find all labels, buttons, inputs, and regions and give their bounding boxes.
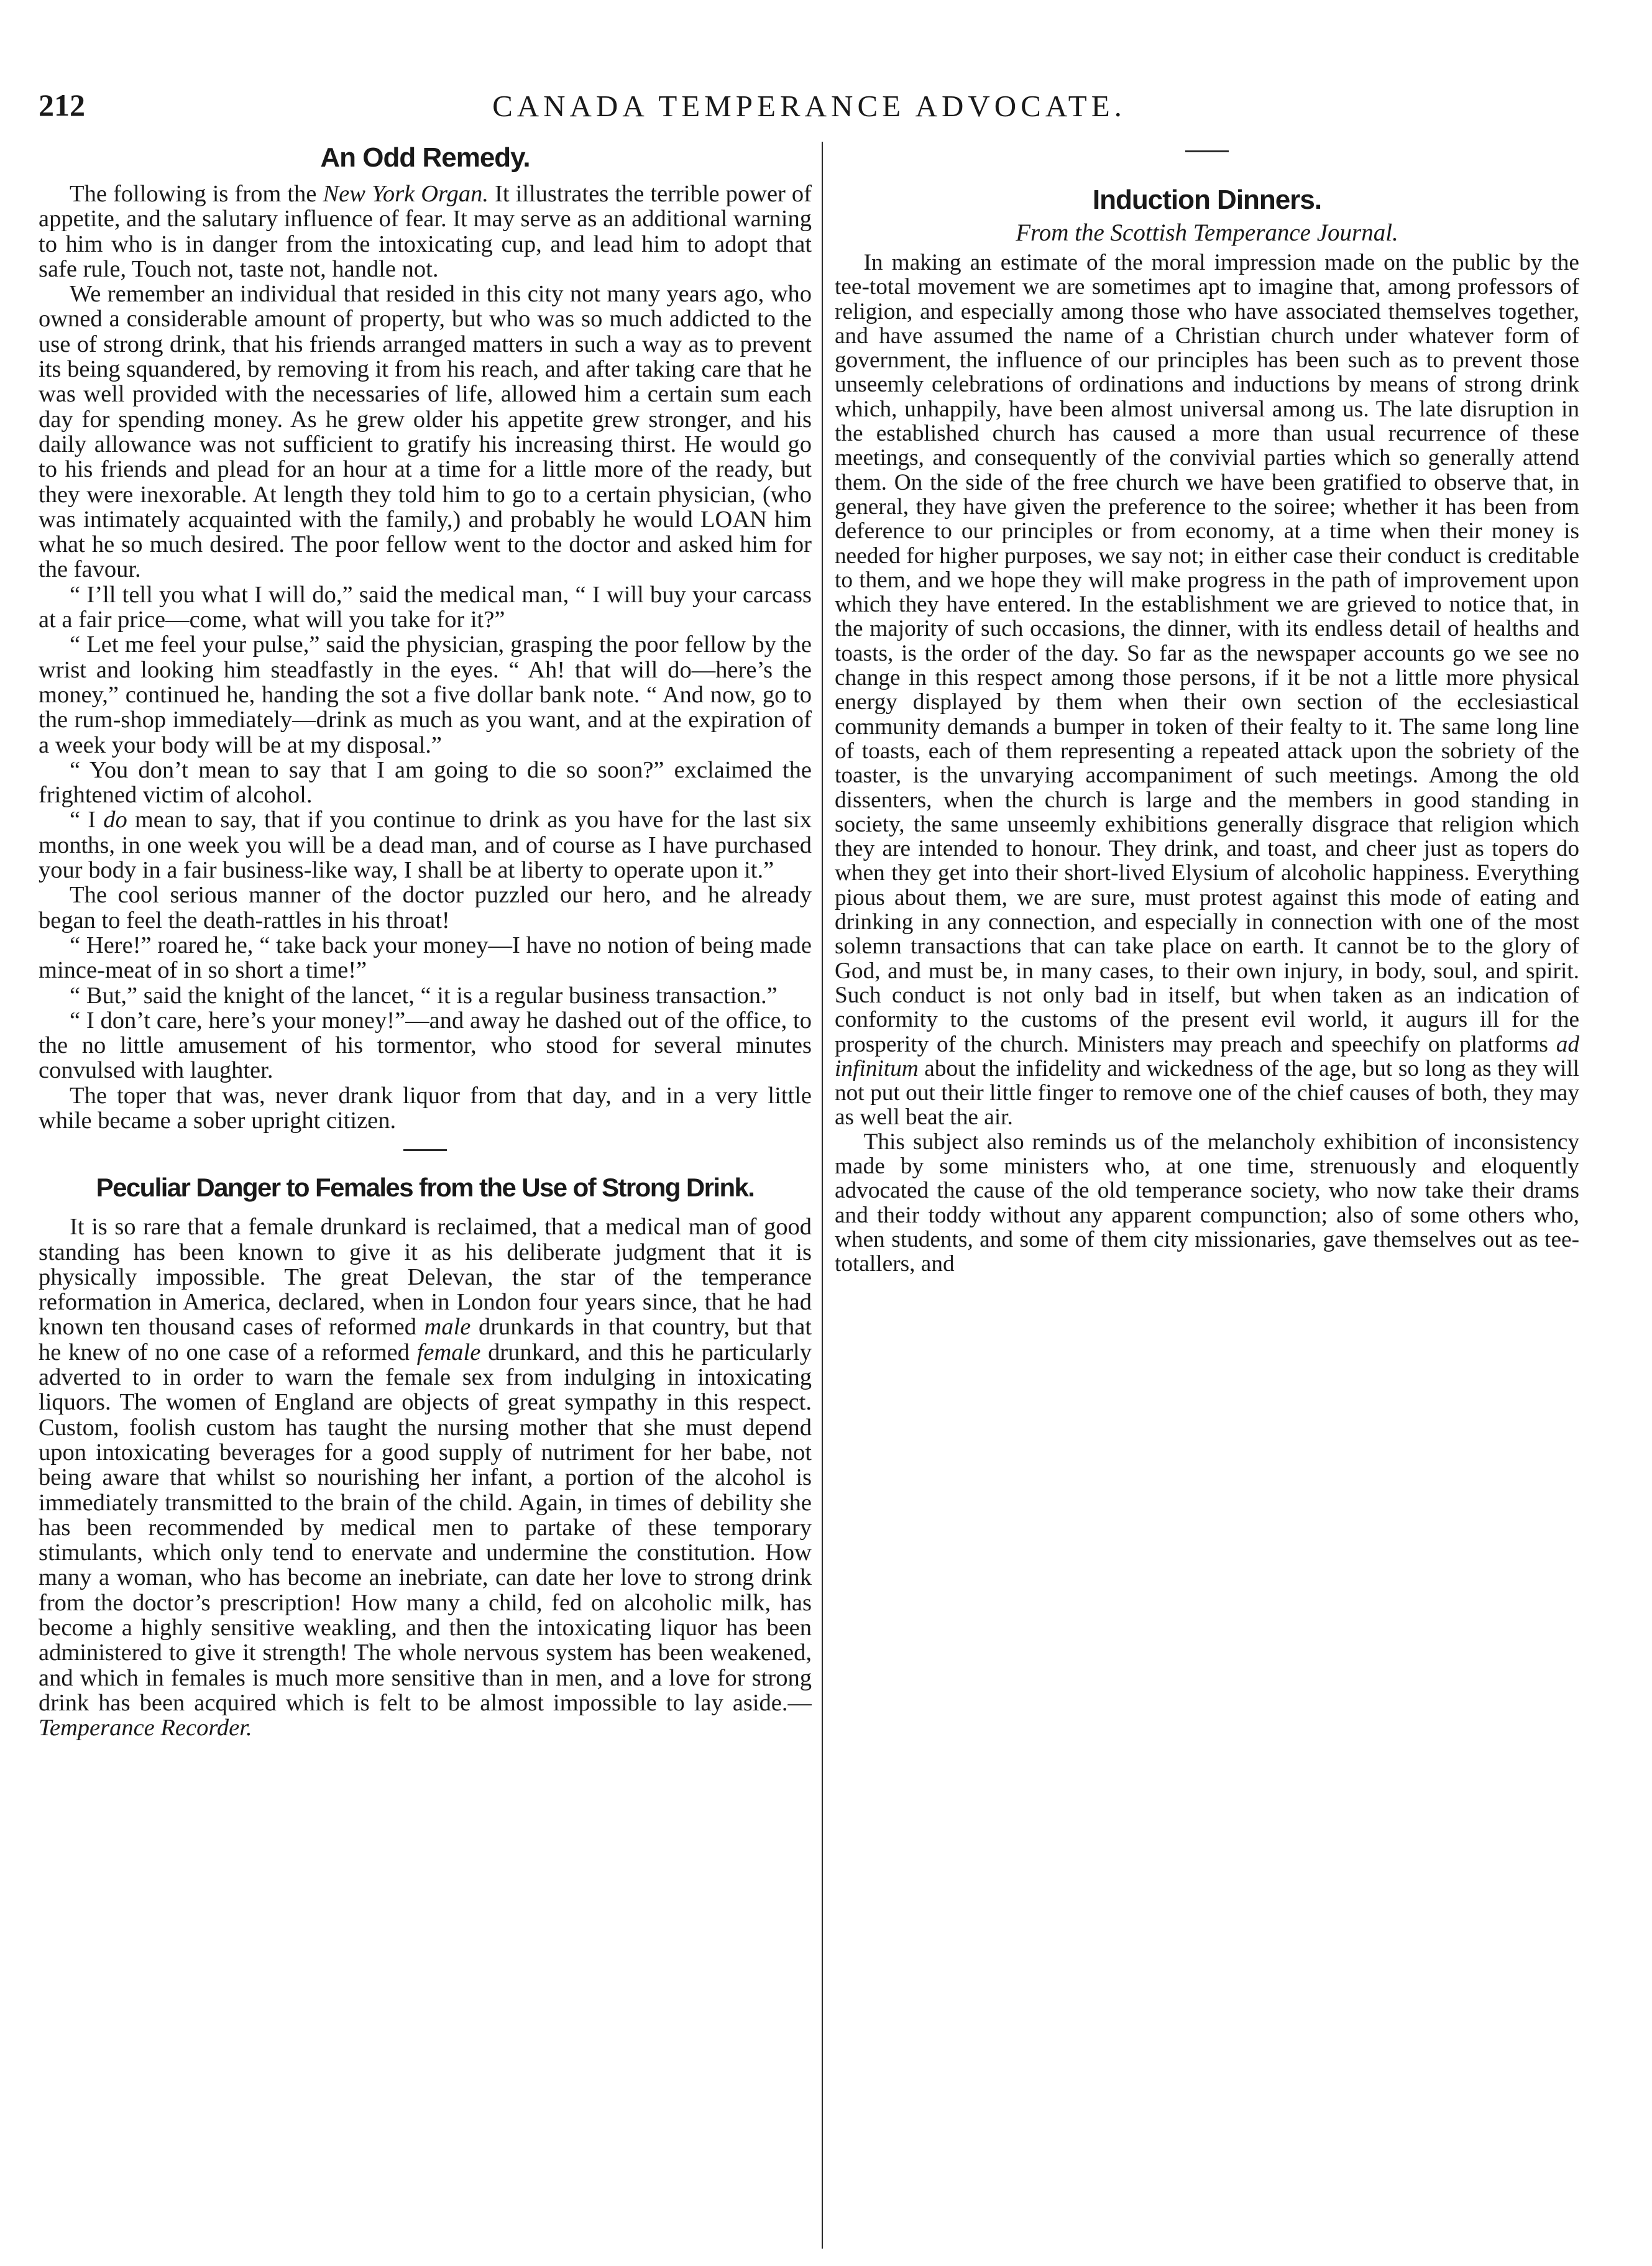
source-credit: Temperance Recorder.	[39, 1715, 252, 1741]
article-paragraph: The following is from the New York Organ. It illustrates the terrible power of appetite, and the salutary influence of fear. It may serve as an additional warning to him who is in danger from the intoxicating cup, and lead him to adopt that safe rule, Touch not, taste not, handle not.	[39, 181, 812, 282]
article-source-line: From the Scottish Temperance Journal.	[1016, 219, 1398, 246]
article-paragraph: “ I don’t care, here’s your money!”—and away he dashed out of the office, to the no little amusement of his tormentor, who stood for several minutes convulsed with laughter.	[39, 1007, 812, 1084]
article-paragraph-continued: It is so rare that a female drunkard is reclaimed, that a medical man of good standing has been known to give it as his deliberate judgment that it is physically impossible. The great Delevan, the star of the temperance reformation in America, declared, when in London four years since, that he had known ten thousand cases of reformed male drunkards in that country, but that he knew of no one case of a reformed female drunkard, and this he particularly adverted to in order to warn the female sex from indulging in intoxicating liquors. The women of England are objects of great sympathy in this respect. Custom, foolish custom has taught the nursing mother that she must depend upon intoxicating beverages for a good supply of nutriment for her babe, not being aware that whilst so nourishing her infant, a portion of the alcohol is immediately transmitted to the brain of the child. Again, in times of debility she has been recommended by medical men to partake of these temporary stimulants, which only tend to enervate and undermine the constitution. How many a woman, who has become an inebriate, can date her love to strong drink from the doctor’s prescription! How many a child, fed on alcoholic milk, has become a highly sensitive weakling, and then the intoxicating liquor has been administered to give it strength! The whole nervous system has been weakened, and which in females is much more sensitive than in men, and a love for strong drink has been acquired which is felt to be almost impossible to lay aside.—Temperance Recorder.	[39, 1214, 812, 1741]
page-header	[39, 87, 1580, 127]
column-divider	[822, 142, 823, 2249]
left-column	[39, 138, 812, 2251]
article-paragraph: We remember an individual that resided in this city not many years ago, who owned a considerable amount of property, but who was so much addicted to the use of strong drink, that his friends arranged matters in such a way as to prevent its being squandered, by removing it from his reach, and after taking care that he was well provided with the necessaries of life, allowed him a certain sum each day for spending money. As he grew older his appetite grew stronger, and his daily allowance was not sufficient to gratify his increasing thirst. He would go to his friends and plead for an hour at a time for a little more of the ready, but they were inexorable. At length they told him to go to a certain physician, (who was intimately acquainted with the family,) and probably he would LOAN him what he so much desired. The poor fellow went to the doctor and asked him for the favour.	[39, 281, 812, 583]
section-separator	[1185, 150, 1229, 152]
right-column	[835, 138, 1579, 2251]
article-paragraph: The cool serious manner of the doctor puzzled our hero, and he already began to feel the death-rattles in his throat!	[39, 882, 812, 933]
section-separator	[403, 1149, 447, 1151]
article-paragraph: In making an estimate of the moral impression made on the public by the tee-total movement we are sometimes apt to imagine that, among professors of religion, and especially among those who have associated themselves together, and have assumed the name of a Christian church under whatever form of government, the influence of our principles has been such as to prevent those unseemly celebrations of ordinations and inductions by means of strong drink which, unhappily, have been almost universal among us. The late disruption in the established church has caused a more than usual recurrence of these meetings, and consequently of the convivial parties which so generally attend them. On the side of the free church we have been gratified to observe that, in general, they have given the preference to the soiree; whether it has been from deference to our principles or from economy, at a time when their money is needed for higher purposes, we say not; in either case their conduct is creditable to them, and we hope they will make progress in the path of improvement upon which they have entered. In the establishment we are grieved to notice that, in the majority of such occasions, the dinner, with its endless detail of healths and toasts, is the order of the day. So far as the newspaper accounts go we see no change in this respect among those persons, if it be not a little more physical energy displayed by them when their own section of the ecclesiastical community demands a bumper in token of their fealty to it. The same long line of toasts, each of them representing a repeated attack upon the sobriety of the toaster, is the unvarying accompaniment of such meetings. Among the old dissenters, when the church is large and the members in good standing in society, the same unseemly exhibitions generally disgrace that religion which they are intended to honour. They drink, and toast, and cheer just as topers do when they get into their short-lived Elysium of alcoholic happiness. Everything pious about them, we are sure, must protest against this mode of eating and drinking in any connection, and especially in connection with one of the most solemn transactions that can take place on earth. It cannot be to the glory of God, and must be, in many cases, to their own injury, in body, soul, and spirit. Such conduct is not only bad in itself, but when taken as an indication of conformity to the customs of the present evil world, it augurs ill for the prosperity of the church. Ministers may preach and speechify on platforms ad infinitum about the infidelity and wickedness of the age, but so long as they will not put out their little finger to remove one of the chief causes of both, they may as well beat the air.	[835, 250, 1579, 1131]
article-paragraph: “ You don’t mean to say that I am going to die so soon?” exclaimed the frightened victim of alcohol.	[39, 756, 812, 809]
source-title: New York Organ.	[323, 181, 489, 207]
article-paragraph: “ Here!” roared he, “ take back your money—I have no notion of being made mince-meat of in so short a time!”	[39, 932, 812, 984]
article-paragraph: This subject also reminds us of the melancholy exhibition of inconsistency made by some ministers who, at one time, strenuously and eloquently advocated the cause of the old temperance society, who now take their drams and their toddy without any apparent compunction; also of some others who, when students, and some of them city missionaries, gave themselves out as tee-totallers, and	[835, 1129, 1579, 1277]
article-title-induction-dinners: Induction Dinners.	[1092, 185, 1322, 215]
article-paragraph: “ Let me feel your pulse,” said the physician, grasping the poor fellow by the wrist and looking him steadfastly in the eyes. “ Ah! that will do—here’s the money,” continued he, handing the sot a five dollar bank note. “ And now, go to the rum-shop immediately—drink as much as you want, and at the expiration of a week your body will be at my disposal.”	[39, 631, 812, 758]
article-paragraph: “ But,” said the knight of the lancet, “ it is a regular business transaction.”	[70, 982, 778, 1009]
page-number: 212	[39, 88, 85, 122]
running-title: CANADA TEMPERANCE ADVOCATE.	[492, 89, 1126, 123]
article-paragraph: The toper that was, never drank liquor from that day, and in a very little while became a sober upright citizen.	[39, 1082, 812, 1134]
article-paragraph: “ I do mean to say, that if you continue to drink as you have for the last six months, in one week you will be a dead man, and of course as I have purchased your body in a fair business-like way, I shall be at liberty to operate upon it.”	[39, 807, 812, 884]
article-title-peculiar-danger: Peculiar Danger to Females from the Use of Strong Drink.	[96, 1173, 755, 1203]
article-paragraph: “ I’ll tell you what I will do,” said the medical man, “ I will buy your carcass at a fair price—come, what will you take for it?”	[39, 581, 812, 633]
article-title-odd-remedy: An Odd Remedy.	[320, 142, 530, 173]
